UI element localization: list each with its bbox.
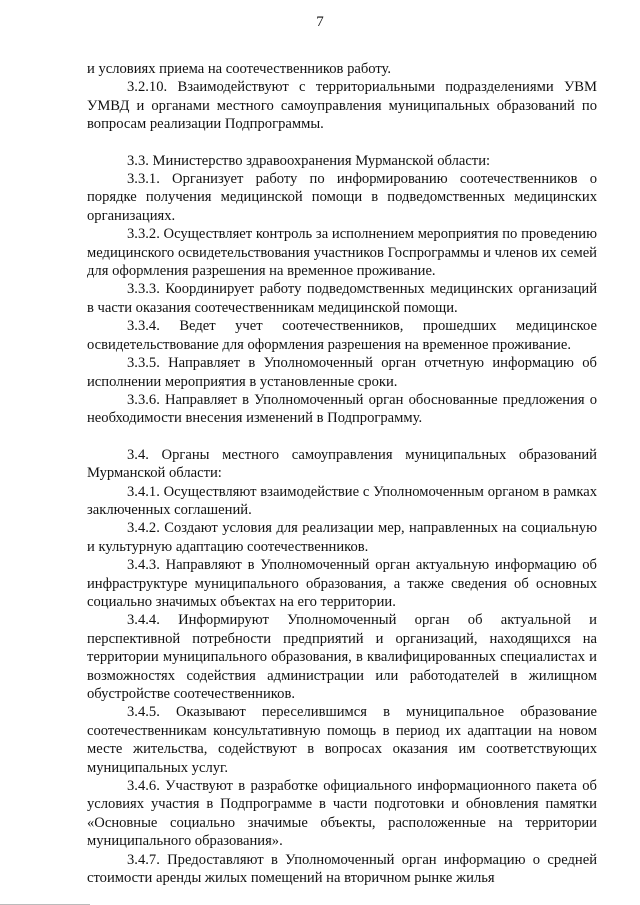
page-number: 7 xyxy=(316,14,324,30)
paragraph-3-3-4: 3.3.4. Ведет учет соотечественников, прошедших медицинское освидетельствование для оформления разрешения на временное проживание. xyxy=(87,318,597,353)
paragraph-3-3-3: 3.3.3. Координирует работу подведомственных медицинских организаций в части оказания соотечественникам медицинской помощи. xyxy=(87,281,597,316)
paragraph-3-2-10: 3.2.10. Взаимодействуют с территориальными подразделениями УВМ УМВД и органами местного самоуправления муниципальных образований по вопросам реализации Подпрограммы. xyxy=(87,79,597,133)
paragraph-3-4-5: 3.4.5. Оказывают переселившимся в муниципальное образование соотечественникам консультативную помощь в период их адаптации на новом месте жительства, содействуют в вопросах оказания им соответствующих муниципальных услуг. xyxy=(87,704,597,776)
paragraph-3-4-2: 3.4.2. Создают условия для реализации мер, направленных на социальную и культурную адаптацию соотечественников. xyxy=(87,520,597,555)
paragraph-3-3-1: 3.3.1. Организует работу по информированию соотечественников о порядке получения медицинской помощи в подведомственных медицинских организациях. xyxy=(87,171,597,224)
paragraph-3-4-7: 3.4.7. Предоставляют в Уполномоченный орган информацию о средней стоимости аренды жилых помещений на вторичном рынке жилья xyxy=(87,851,597,887)
paragraph-3-3-6: 3.3.6. Направляет в Уполномоченный орган обоснованные предложения о необходимости внесения изменений в Подпрограмму. xyxy=(87,391,597,427)
paragraph-3-4-6: 3.4.6. Участвуют в разработке официального информационного пакета об условиях участия в Подпрограмме в части подготовки и обновления памятки «Основные социально значимые объекты, расположенные на территории муниципального образования». xyxy=(87,778,597,850)
paragraph-3-4-4: 3.4.4. Информируют Уполномоченный орган об актуальной и перспективной потребности предприятий и организаций, находящихся на территории муниципального образования, в квалифицированных специалистах и возможностях содействия администрации или работодателей в жилищном обустройстве соотечественников. xyxy=(87,612,597,702)
paragraph-3-4-3: 3.4.3. Направляют в Уполномоченный орган актуальную информацию об инфраструктуре муниципального образования, а также сведения об основных социально значимых объектах на его территории. xyxy=(87,557,597,610)
paragraph-3-3-5: 3.3.5. Направляет в Уполномоченный орган отчетную информацию об исполнении мероприятия в установленные сроки. xyxy=(87,355,597,390)
section-heading-3-3: 3.3. Министерство здравоохранения Мурманской области: xyxy=(127,152,491,169)
paragraph-continuation: и условиях приема на соотечественников работу. xyxy=(87,61,392,77)
paragraph-3-4-1: 3.4.1. Осуществляют взаимодействие с Уполномоченным органом в рамках заключенных соглашений. xyxy=(87,483,597,518)
document-body xyxy=(87,60,597,887)
paragraph-3-3-2: 3.3.2. Осуществляет контроль за исполнением мероприятия по проведению медицинского освидетельствования участников Госпрограммы и членов их семей для оформления разрешения на временное проживание. xyxy=(87,226,597,280)
section-heading-3-4: 3.4. Органы местного самоуправления муниципальных образований Мурманской области: xyxy=(87,446,597,482)
